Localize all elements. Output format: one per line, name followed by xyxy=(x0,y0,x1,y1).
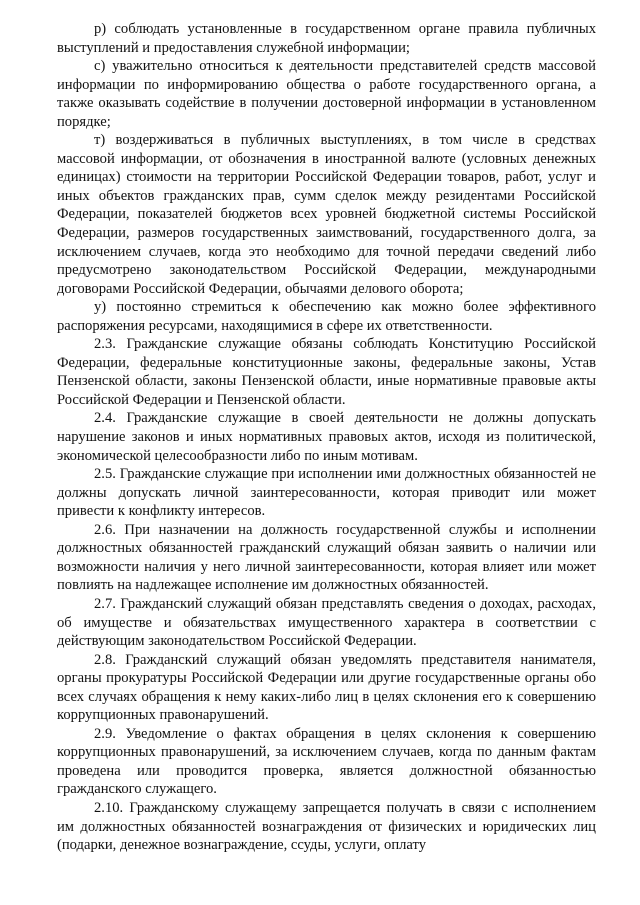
paragraph-s-media-relations: с) уважительно относиться к деятельности представителей средств массовой информации по информированию общества о работе государственного органа, а также оказывать содействие в получении достоверной информации в установленном порядке; xyxy=(57,58,596,130)
paragraph-2-9-notification-duty: 2.9. Уведомление о фактах обращения в целях склонения к совершению коррупционных правонарушений, за исключением случаев, когда по данным фактам проведена или проводится проверка, является должностной обязанностью гражданского служащего. xyxy=(57,725,596,798)
paragraph-2-3-constitution: 2.3. Гражданские служащие обязаны соблюдать Конституцию Российской Федерации, федеральные конституционные законы, федеральные законы, Устав Пензенской области, законы Пензенской области, иные нормативные правовые акты Российской Федерации и Пензенской области. xyxy=(57,336,596,408)
paragraph-r-public-speaking: р) соблюдать установленные в государственном органе правила публичных выступлений и предоставления служебной информации; xyxy=(57,21,596,56)
document-page xyxy=(57,20,596,855)
paragraph-2-8-notify-employer: 2.8. Гражданский служащий обязан уведомлять представителя нанимателя, органы прокуратуры Российской Федерации или другие государственные органы обо всех случаях обращения к нему каких-либо лиц в целях склонения его к совершению коррупционных правонарушений. xyxy=(57,651,596,724)
paragraph-2-10-rewards-prohibited: 2.10. Гражданскому служащему запрещается получать в связи с исполнением им должностных обязанностей вознаграждения от физических и юридических лиц (подарки, денежное вознаграждение, ссуды, услуги, оплату xyxy=(57,799,596,854)
paragraph-u-resource-efficiency: у) постоянно стремиться к обеспечению как можно более эффективного распоряжения ресурсами, находящимися в сфере их ответственности. xyxy=(57,299,596,334)
paragraph-2-4-no-violations: 2.4. Гражданские служащие в своей деятельности не должны допускать нарушение законов и иных нормативных правовых актов, исходя из политической, экономической целесообразности либо по иным мотивам. xyxy=(57,410,596,464)
paragraph-2-5-conflict-of-interest: 2.5. Гражданские служащие при исполнении ими должностных обязанностей не должны допускать личной заинтересованности, которая приводит или может привести к конфликту интересов. xyxy=(57,466,596,520)
paragraph-t-foreign-currency: т) воздерживаться в публичных выступлениях, в том числе в средствах массовой информации, от обозначения в иностранной валюте (условных денежных единицах) стоимости на территории Российской Федерации товаров, работ, услуг и иных объектов гражданских прав, сумм сделок между резидентами Российской Федерации, показателей бюджетов всех уровней бюджетной системы Российской Федерации, размеров государственных заимствований, государственного долга, за исключением случаев, когда это необходимо для точной передачи сведений либо предусмотрено законодательством Российской Федерации, международными договорами Российской Федерации, обычаями делового оборота; xyxy=(57,132,596,297)
paragraph-2-7-income-reporting: 2.7. Гражданский служащий обязан представлять сведения о доходах, расходах, об имуществе и обязательствах имущественного характера в соответствии с действующим законодательством Российской Федерации. xyxy=(57,595,596,650)
paragraph-2-6-declare-interest: 2.6. При назначении на должность государственной службы и исполнении должностных обязанностей гражданский служащий обязан заявить о наличии или возможности наличия у него личной заинтересованности, которая влияет или может повлиять на надлежащее исполнение им должностных обязанностей. xyxy=(57,521,596,594)
